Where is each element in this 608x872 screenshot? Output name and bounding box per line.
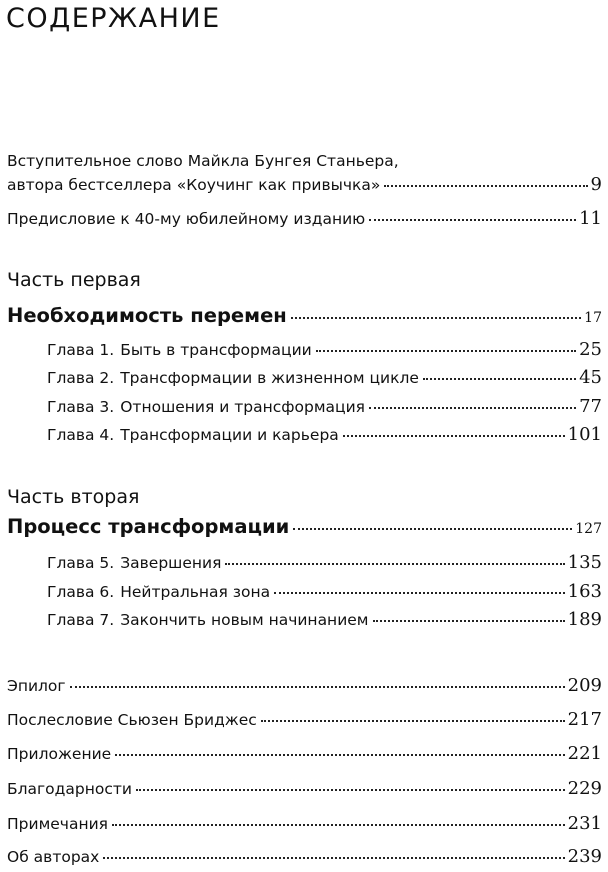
toc-entry-label <box>47 341 312 359</box>
toc-entry-back-matter[interactable] <box>7 846 602 867</box>
toc-entry-back-matter[interactable] <box>7 743 602 764</box>
toc-entry-back-matter[interactable] <box>7 813 602 834</box>
toc-entry-label <box>47 583 270 601</box>
page-number: 217 <box>567 709 602 730</box>
toc-entry-back-matter[interactable] <box>7 778 602 799</box>
toc-entry-label: Необходимость перемен <box>7 304 287 327</box>
leader-dots <box>384 185 587 187</box>
page-number: 239 <box>567 846 602 867</box>
chapter-number: Глава 5. <box>47 554 115 572</box>
page-number: 135 <box>567 552 602 573</box>
toc-entry-part-title[interactable] <box>7 304 602 327</box>
page-number: 77 <box>579 396 602 417</box>
chapter-title: Нейтральная зона <box>120 583 271 601</box>
chapter-number: Глава 1. <box>47 341 115 359</box>
chapter-title: Закончить новым начинанием <box>120 611 369 629</box>
toc-entry-foreword-line1: Вступительное слово Майкла Бунгея Станьера, <box>7 152 399 170</box>
leader-dots <box>369 407 576 409</box>
leader-dots <box>373 620 565 622</box>
leader-dots <box>115 754 564 756</box>
toc-entry-label <box>47 426 339 444</box>
page-number: 127 <box>575 521 602 537</box>
leader-dots <box>261 720 565 722</box>
page-number: 25 <box>579 339 602 360</box>
leader-dots <box>291 317 581 319</box>
toc-entry-label: Эпилог <box>7 677 66 695</box>
leader-dots <box>70 686 565 688</box>
toc-entry-back-matter[interactable] <box>7 675 602 696</box>
chapter-title: Трансформации в жизненном цикле <box>120 369 419 387</box>
toc-entry-preface[interactable] <box>7 208 602 229</box>
toc-entry-label: Процесс трансформации <box>7 515 290 538</box>
toc-entry-label: Предисловие к 40-му юбилейному изданию <box>7 210 366 228</box>
toc-entry-label: Примечания <box>7 815 108 833</box>
toc-entry-chapter[interactable] <box>47 552 602 573</box>
page-number: 11 <box>579 208 602 229</box>
page-title: СОДЕРЖАНИЕ <box>6 3 221 34</box>
leader-dots <box>423 378 576 380</box>
toc-entry-part-title[interactable] <box>7 515 602 538</box>
toc-entry-label: Об авторах <box>7 848 100 866</box>
toc-entry-label: Благодарности <box>7 780 132 798</box>
leader-dots <box>369 219 576 221</box>
leader-dots <box>136 789 565 791</box>
toc-entry-chapter[interactable] <box>47 367 602 388</box>
toc-entry-label: Приложение <box>7 745 112 763</box>
leader-dots <box>316 350 576 352</box>
part-name: Часть первая <box>7 269 141 291</box>
leader-dots <box>112 824 565 826</box>
chapter-number: Глава 2. <box>47 369 115 387</box>
part-name: Часть вторая <box>7 486 140 508</box>
leader-dots <box>103 857 564 859</box>
page-number: 101 <box>567 424 602 445</box>
chapter-title: Завершения <box>120 554 222 572</box>
toc-entry-chapter[interactable] <box>47 339 602 360</box>
chapter-number: Глава 6. <box>47 583 115 601</box>
page-number: 221 <box>567 743 602 764</box>
leader-dots <box>343 435 565 437</box>
chapter-title: Трансформации и карьера <box>120 426 339 444</box>
toc-entry-label: Послесловие Сьюзен Бриджес <box>7 711 257 729</box>
toc-entry-label <box>47 611 369 629</box>
page-number: 209 <box>567 675 602 696</box>
toc-entry-label <box>47 398 365 416</box>
toc-entry-label <box>47 369 419 387</box>
chapter-number: Глава 4. <box>47 426 115 444</box>
toc-entry-label <box>47 554 221 572</box>
toc-entry-chapter[interactable] <box>47 396 602 417</box>
chapter-title: Отношения и трансформация <box>120 398 365 416</box>
leader-dots <box>293 528 572 530</box>
page-number: 229 <box>567 778 602 799</box>
leader-dots <box>274 592 565 594</box>
toc-entry-label: автора бестселлера «Коучинг как привычка» <box>7 176 381 194</box>
page-number: 189 <box>567 609 602 630</box>
chapter-number: Глава 3. <box>47 398 115 416</box>
page-number: 17 <box>584 310 602 326</box>
toc-entry-chapter[interactable] <box>47 609 602 630</box>
page-number: 231 <box>567 813 602 834</box>
leader-dots <box>225 563 564 565</box>
toc-entry-chapter[interactable] <box>47 424 602 445</box>
page-number: 45 <box>579 367 602 388</box>
page-number: 163 <box>567 581 602 602</box>
chapter-title: Быть в трансформации <box>120 341 312 359</box>
chapter-number: Глава 7. <box>47 611 115 629</box>
toc-entry-chapter[interactable] <box>47 581 602 602</box>
page-number: 9 <box>590 174 602 195</box>
toc-entry-foreword[interactable] <box>7 174 602 195</box>
toc-entry-back-matter[interactable] <box>7 709 602 730</box>
